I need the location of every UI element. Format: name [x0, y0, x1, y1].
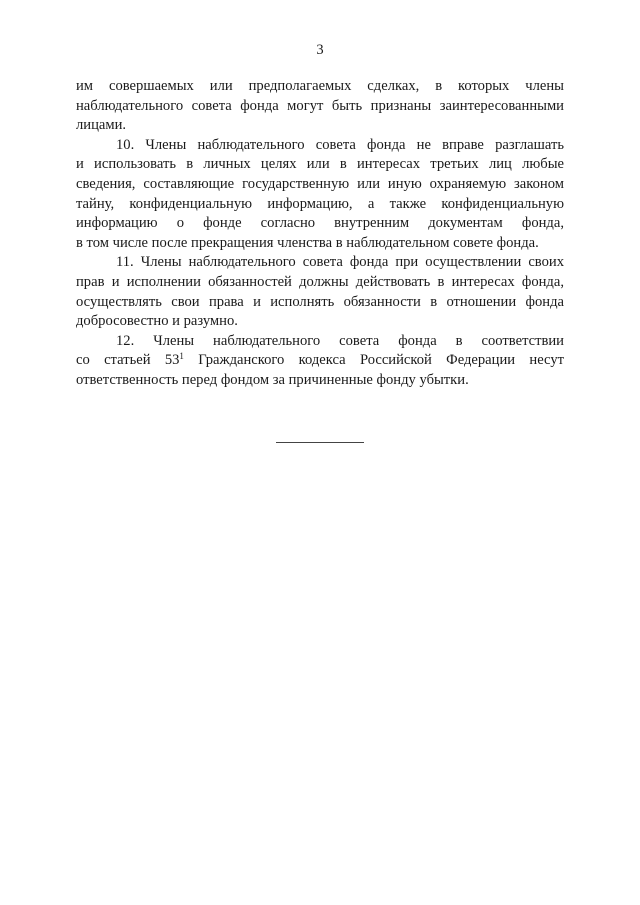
- text-line: им совершаемых или предполагаемых сделках, в которых члены: [76, 78, 564, 94]
- text-line: ответственность перед фондом за причиненные фонду убытки.: [76, 371, 469, 388]
- end-divider-line: [276, 442, 364, 443]
- text-line: добросовестно и разумно.: [76, 313, 238, 330]
- document-body: [76, 77, 564, 391]
- text-line: тайну, конфиденциальную информацию, а также конфиденциальную: [76, 195, 564, 212]
- page-number: 3: [316, 42, 324, 58]
- text-line: информацию о фонде согласно внутренним документам фонда,: [76, 215, 564, 232]
- paragraph-continuation: [76, 77, 564, 136]
- text-fragment: Гражданского кодекса Российской Федерации несут: [183, 352, 564, 369]
- text-line: и использовать в личных целях или в интересах третьих лиц любые: [76, 156, 564, 173]
- text-line: в том числе после прекращения членства в наблюдательном совете фонда.: [76, 234, 539, 251]
- text-line: сведения, составляющие государственную или иную охраняемую законом: [76, 175, 564, 192]
- text-line: прав и исполнении обязанностей должны действовать в интересах фонда,: [76, 273, 564, 290]
- text-line: осуществлять свои права и исполнять обязанности в отношении фонда: [76, 293, 564, 310]
- paragraph-12: [76, 332, 564, 391]
- text-line: лицами.: [76, 117, 127, 134]
- text-line: 10. Члены наблюдательного совета фонда не вправе разглашать: [116, 136, 564, 153]
- text-fragment: со статьей 53: [76, 352, 180, 369]
- text-line: наблюдательного совета фонда могут быть признаны заинтересованными: [76, 97, 564, 114]
- paragraph-10: [76, 136, 564, 254]
- text-line: 12. Члены наблюдательного совета фонда в соответствии: [116, 332, 564, 349]
- paragraph-11: [76, 253, 564, 331]
- superscript-index: 1: [179, 351, 184, 362]
- text-line-with-superscript: [76, 351, 564, 371]
- text-line: 11. Члены наблюдательного совета фонда при осуществлении своих: [116, 254, 564, 271]
